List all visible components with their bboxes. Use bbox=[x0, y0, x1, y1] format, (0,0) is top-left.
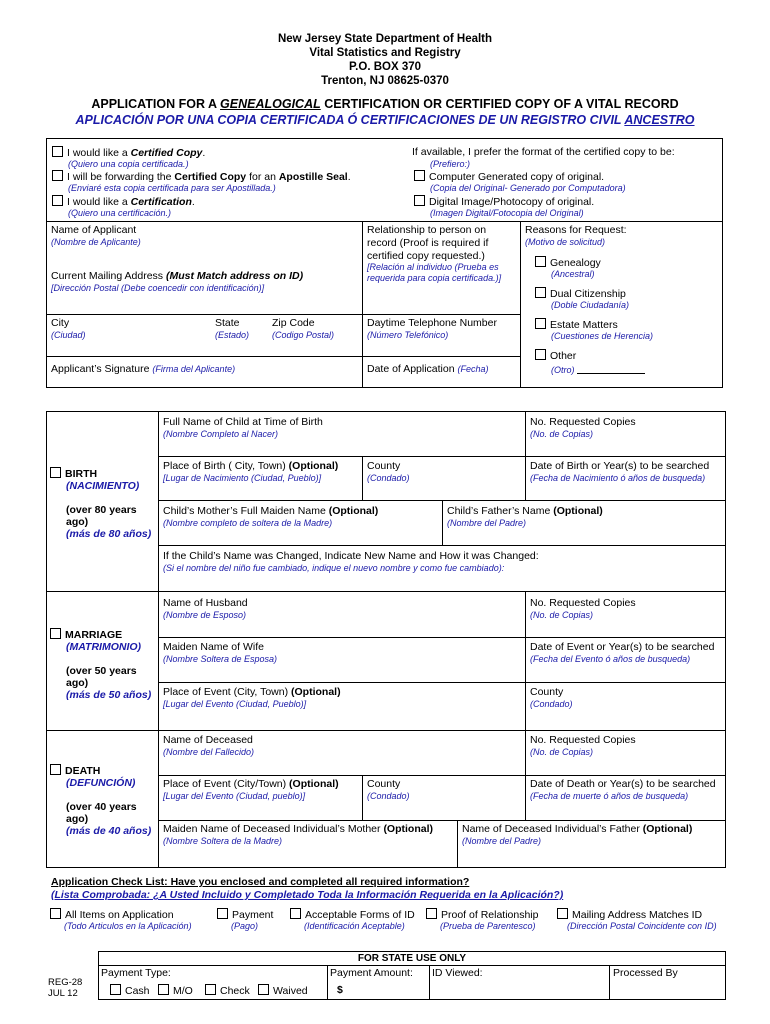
date-label bbox=[367, 363, 489, 375]
death-county-field[interactable] bbox=[364, 803, 523, 819]
check-item-4: Mailing Address Matches ID bbox=[572, 909, 703, 921]
father-name-label bbox=[447, 505, 603, 517]
death-father-field[interactable] bbox=[459, 848, 723, 866]
name-changed-label: If the Child’s Name was Changed, Indicate New Name and How it was Changed: bbox=[163, 550, 539, 562]
marriage-age2: ago) bbox=[66, 677, 89, 689]
death-place-label bbox=[163, 778, 339, 790]
birth-father-es: (Nombre del Padre) bbox=[447, 518, 527, 528]
birth-mother-bold: (Optional) bbox=[328, 505, 379, 517]
computer-copy-checkbox[interactable] bbox=[414, 170, 425, 181]
birth-place-field[interactable] bbox=[160, 485, 360, 499]
dual-citizenship-checkbox[interactable] bbox=[535, 287, 546, 298]
option-certification[interactable] bbox=[52, 195, 195, 208]
birth-label-es: (NACIMIENTO) bbox=[66, 480, 140, 492]
check-item-2-es: (Identificación Aceptable) bbox=[304, 921, 405, 931]
child-name-es: (Nombre Completo al Nacer) bbox=[163, 429, 279, 439]
death-mother-label bbox=[163, 823, 433, 835]
marriage-date-label: Date of Event or Year(s) to be searched bbox=[530, 641, 715, 653]
birth-place-label bbox=[163, 460, 338, 472]
death-date-es: (Fecha de muerte ó años de busqueda) bbox=[530, 791, 689, 801]
marriage-place-es: [Lugar del Evento (Ciudad, Pueblo)] bbox=[163, 699, 307, 709]
form-id: REG-28 bbox=[48, 977, 83, 988]
cash-checkbox[interactable] bbox=[110, 984, 121, 995]
death-mother-pre: Maiden Name of Deceased Individual’s Mother bbox=[163, 823, 384, 835]
birth-mother-pre: Child’s Mother’s Full Maiden Name bbox=[163, 505, 329, 517]
title-es-pre: APLICACIÓN POR UNA COPIA CERTIFICADA Ó CERTIFICACIONES DE UN REGISTRO CIVIL bbox=[75, 113, 625, 127]
marriage-place-bold: (Optional) bbox=[291, 686, 341, 698]
check-item-0: All Items on Application bbox=[65, 909, 174, 921]
genealogy-label: Genealogy bbox=[550, 257, 601, 269]
check-item-1: Payment bbox=[232, 909, 274, 921]
check-item-3-es: (Prueba de Parentesco) bbox=[440, 921, 536, 931]
title-emph: GENEALOGICAL bbox=[220, 97, 321, 111]
opt1-pre: I would like a bbox=[67, 147, 131, 159]
applicant-name-field[interactable] bbox=[48, 249, 360, 267]
death-copies-label: No. Requested Copies bbox=[530, 734, 636, 746]
check-item-0-es: (Todo Articulos en la Aplicación) bbox=[64, 921, 192, 931]
pay-waived[interactable] bbox=[258, 984, 308, 997]
signature-field[interactable] bbox=[48, 376, 360, 387]
birth-father-field[interactable] bbox=[444, 530, 723, 544]
format-prompt-es: (Prefiero:) bbox=[430, 159, 471, 169]
marriage-age-es: (más de 50 años) bbox=[66, 689, 152, 701]
checklist-item-relationship[interactable] bbox=[426, 908, 538, 931]
other-es: (Otro) bbox=[551, 365, 575, 375]
birth-mother-es: (Nombre completo de soltera de la Madre) bbox=[163, 518, 333, 528]
city-state-zip-field[interactable] bbox=[48, 342, 360, 355]
city-label: City bbox=[51, 317, 70, 329]
format-prompt: If available, I prefer the format of the certified copy to be: bbox=[412, 146, 675, 158]
marriage-copies-es: (No. de Copias) bbox=[530, 610, 594, 620]
birth-date-es: (Fecha de Nacimiento ó años de busqueda) bbox=[530, 473, 706, 483]
death-date-field[interactable] bbox=[527, 803, 723, 819]
relationship-label: Relationship to person on record (Proof is required if certified copy requested.) bbox=[367, 224, 489, 262]
signature-text: Applicant’s Signature bbox=[51, 363, 153, 375]
marriage-checkbox[interactable] bbox=[50, 628, 61, 639]
date-text: Date of Application bbox=[367, 363, 458, 375]
id-viewed-label: ID Viewed: bbox=[432, 967, 483, 979]
reason-dual[interactable] bbox=[535, 287, 626, 300]
marriage-place-pre: Place of Event (City, Town) bbox=[163, 686, 291, 698]
birth-mother-field[interactable] bbox=[160, 530, 440, 544]
birth-type[interactable] bbox=[50, 467, 151, 540]
husband-label: Name of Husband bbox=[163, 597, 248, 609]
address-bold: (Must Match address on ID) bbox=[165, 270, 304, 282]
check-label: Check bbox=[220, 985, 250, 997]
death-place-bold: (Optional) bbox=[289, 778, 339, 790]
death-place-field[interactable] bbox=[160, 803, 360, 819]
phone-es: (Número Telefónico) bbox=[367, 330, 449, 340]
opt2-bold2: Apostille Seal bbox=[278, 171, 348, 183]
death-county-es: (Condado) bbox=[367, 791, 410, 801]
form-date: JUL 12 bbox=[48, 988, 78, 999]
check-item-2: Acceptable Forms of ID bbox=[305, 909, 415, 921]
check-item-3: Proof of Relationship bbox=[441, 909, 539, 921]
estate-checkbox[interactable] bbox=[535, 318, 546, 329]
checklist-item-all-items[interactable] bbox=[50, 908, 192, 931]
marriage-place-label bbox=[163, 686, 341, 698]
opt3-bold: Certification bbox=[130, 196, 192, 208]
address-label bbox=[51, 270, 303, 282]
signature-es: (Firma del Aplicante) bbox=[152, 364, 236, 374]
death-father-label bbox=[462, 823, 692, 835]
phone-field[interactable] bbox=[364, 342, 518, 355]
agency-header bbox=[0, 32, 770, 88]
marriage-place-field[interactable] bbox=[160, 711, 523, 729]
death-copies-es: (No. de Copias) bbox=[530, 747, 594, 757]
id-forms-checkbox[interactable] bbox=[290, 908, 301, 919]
option-apostille[interactable] bbox=[52, 170, 351, 183]
marriage-county-es: (Condado) bbox=[530, 699, 573, 709]
opt3-es: (Quiero una certificación.) bbox=[68, 208, 172, 218]
applicant-name-es: (Nombre de Aplicante) bbox=[51, 237, 141, 247]
death-checkbox[interactable] bbox=[50, 764, 61, 775]
deceased-label: Name of Deceased bbox=[163, 734, 253, 746]
certified-copy-checkbox[interactable] bbox=[52, 146, 63, 157]
zip-label: Zip Code bbox=[272, 317, 315, 329]
marriage-copies-label: No. Requested Copies bbox=[530, 597, 636, 609]
birth-date-field[interactable] bbox=[527, 485, 723, 499]
birth-label: BIRTH bbox=[65, 468, 98, 480]
birth-place-bold: (Optional) bbox=[288, 460, 339, 472]
death-mother-es: (Nombre Soltera de la Madre) bbox=[163, 836, 283, 846]
pay-mo[interactable] bbox=[158, 984, 193, 997]
birth-father-bold: (Optional) bbox=[553, 505, 603, 517]
death-age2: ago) bbox=[66, 813, 89, 825]
other-blank[interactable] bbox=[577, 364, 645, 374]
birth-place-pre: Place of Birth ( City, Town) bbox=[163, 460, 289, 472]
digital-label: Digital Image/Photocopy of original. bbox=[429, 196, 595, 208]
opt1-post: . bbox=[202, 147, 206, 159]
reasons-label: Reasons for Request: bbox=[525, 224, 627, 236]
name-changed-es: (Si el nombre del niño fue cambiado, indique el nuevo nombre y como fue cambiado): bbox=[163, 563, 505, 573]
death-date-label: Date of Death or Year(s) to be searched bbox=[530, 778, 716, 790]
agency-name: New Jersey State Department of Health bbox=[277, 33, 493, 45]
marriage-county-label: County bbox=[530, 686, 564, 698]
death-mother-field[interactable] bbox=[160, 848, 455, 866]
waived-checkbox[interactable] bbox=[258, 984, 269, 995]
form-title bbox=[0, 97, 770, 111]
opt1-bold: Certified Copy bbox=[130, 147, 203, 159]
marriage-label-es: (MATRIMONIO) bbox=[66, 641, 142, 653]
marriage-age1: (over 50 years bbox=[66, 665, 137, 677]
death-type[interactable] bbox=[50, 764, 151, 837]
state-es: (Estado) bbox=[215, 330, 250, 340]
genealogy-checkbox[interactable] bbox=[535, 256, 546, 267]
processed-by-field[interactable] bbox=[611, 980, 724, 998]
mo-label: M/O bbox=[173, 985, 193, 997]
check-item-1-es: (Pago) bbox=[231, 921, 259, 931]
payment-checkbox[interactable] bbox=[217, 908, 228, 919]
dual-label: Dual Citizenship bbox=[550, 288, 626, 300]
opt2-mid: for an bbox=[246, 171, 279, 183]
marriage-copies-field[interactable] bbox=[527, 622, 723, 636]
format-digital[interactable] bbox=[414, 195, 594, 208]
birth-checkbox[interactable] bbox=[50, 467, 61, 478]
birth-father-pre: Child’s Father’s Name bbox=[447, 505, 554, 517]
cash-label: Cash bbox=[125, 985, 150, 997]
title-es-emph: ANCESTRO bbox=[624, 113, 695, 127]
marriage-date-field[interactable] bbox=[527, 666, 723, 681]
date-field[interactable] bbox=[364, 376, 518, 387]
other-es-row bbox=[551, 364, 645, 375]
relationship-field[interactable] bbox=[364, 296, 518, 312]
certification-checkbox[interactable] bbox=[52, 195, 63, 206]
estate-es: (Cuestiones de Herencia) bbox=[551, 331, 654, 341]
death-label-es: (DEFUNCIÓN) bbox=[66, 777, 136, 789]
opt2-es: (Enviaré esta copia certificada para ser Apostillada.) bbox=[68, 183, 276, 193]
checklist-item-payment[interactable] bbox=[217, 908, 273, 931]
opt2-post: . bbox=[347, 171, 351, 183]
address-field[interactable] bbox=[48, 295, 360, 313]
address-match-checkbox[interactable] bbox=[557, 908, 568, 919]
marriage-type[interactable] bbox=[50, 628, 151, 701]
check-item-4-es: (Dirección Postal Coincidente con ID) bbox=[567, 921, 717, 931]
wife-field[interactable] bbox=[160, 666, 523, 681]
option-certified-copy[interactable] bbox=[52, 146, 205, 159]
husband-es: (Nombre de Esposo) bbox=[163, 610, 247, 620]
processed-by-label: Processed By bbox=[613, 967, 678, 979]
title-post: CERTIFICATION OR CERTIFIED COPY OF A VITAL RECORD bbox=[320, 97, 679, 111]
opt3-post: . bbox=[191, 196, 195, 208]
payment-amount-label: Payment Amount: bbox=[330, 967, 413, 979]
birth-age-es: (más de 80 años) bbox=[66, 528, 152, 540]
agency-division: Vital Statistics and Registry bbox=[309, 47, 461, 59]
reason-estate[interactable] bbox=[535, 318, 618, 331]
city-es: (Ciudad) bbox=[51, 330, 86, 340]
apostille-checkbox[interactable] bbox=[52, 170, 63, 181]
death-father-pre: Name of Deceased Individual’s Father bbox=[462, 823, 643, 835]
phone-label: Daytime Telephone Number bbox=[367, 317, 497, 329]
checklist-item-address[interactable] bbox=[557, 908, 717, 931]
birth-copies-field[interactable] bbox=[527, 441, 723, 455]
state-label: State bbox=[215, 317, 240, 329]
birth-date-label: Date of Birth or Year(s) to be searched bbox=[530, 460, 710, 472]
death-age1: (over 40 years bbox=[66, 801, 137, 813]
death-label: DEATH bbox=[65, 765, 101, 777]
wife-es: (Nombre Soltera de Esposa) bbox=[163, 654, 278, 664]
relationship-es: [Relación al individuo (Prueba es requerida para copia certificada.)] bbox=[367, 262, 502, 283]
waived-label: Waived bbox=[273, 985, 308, 997]
birth-age1: (over 80 years bbox=[66, 504, 137, 516]
genealogy-es: (Ancestral) bbox=[551, 269, 595, 279]
other-label: Other bbox=[550, 350, 577, 362]
death-place-pre: Place of Event (City/Town) bbox=[163, 778, 290, 790]
death-copies-field[interactable] bbox=[527, 759, 723, 774]
birth-age2: ago) bbox=[66, 516, 89, 528]
birth-county-label: County bbox=[367, 460, 401, 472]
date-es: (Fecha) bbox=[457, 364, 489, 374]
opt2-pre: I will be forwarding the bbox=[67, 171, 175, 183]
death-father-es: (Nombre del Padre) bbox=[462, 836, 542, 846]
format-computer[interactable] bbox=[414, 170, 604, 183]
payment-amount-field[interactable] bbox=[346, 982, 426, 998]
address-pre: Current Mailing Address bbox=[51, 270, 166, 282]
id-viewed-field[interactable] bbox=[431, 980, 607, 998]
pay-cash[interactable] bbox=[110, 984, 150, 997]
address-es: [Dirección Postal (Debe coencedir con identificación)] bbox=[51, 283, 265, 293]
birth-place-es: [Lugar de Nacimiento (Ciudad, Pueblo)] bbox=[163, 473, 322, 483]
deceased-field[interactable] bbox=[160, 759, 523, 774]
death-age-es: (más de 40 años) bbox=[66, 825, 152, 837]
checklist-item-id[interactable] bbox=[290, 908, 415, 931]
child-name-field[interactable] bbox=[160, 441, 523, 455]
birth-copies-label: No. Requested Copies bbox=[530, 416, 636, 428]
mother-maiden-label bbox=[163, 505, 378, 517]
deceased-es: (Nombre del Fallecido) bbox=[163, 747, 255, 757]
relationship-proof-checkbox[interactable] bbox=[426, 908, 437, 919]
payment-type-label: Payment Type: bbox=[101, 967, 171, 979]
digital-copy-checkbox[interactable] bbox=[414, 195, 425, 206]
all-items-checkbox[interactable] bbox=[50, 908, 61, 919]
reasons-es: (Motivo de solicitud) bbox=[525, 237, 606, 247]
opt2-bold1: Certified Copy bbox=[174, 171, 247, 183]
name-changed-field[interactable] bbox=[160, 575, 723, 590]
estate-label: Estate Matters bbox=[550, 319, 618, 331]
title-pre: APPLICATION FOR A bbox=[91, 97, 221, 111]
reason-other[interactable] bbox=[535, 349, 576, 362]
agency-pobox: P.O. BOX 370 bbox=[348, 61, 422, 73]
birth-county-es: (Condado) bbox=[367, 473, 410, 483]
checklist-title-es: (Lista Comprobada: ¿A Usted Incluido y Completado Toda la Información Requerida en la Aplicación?) bbox=[51, 889, 564, 901]
form-title-es bbox=[0, 113, 770, 127]
child-name-label: Full Name of Child at Time of Birth bbox=[163, 416, 323, 428]
death-place-es: [Lugar del Evento (Ciudad, pueblo)] bbox=[163, 791, 306, 801]
wife-label: Maiden Name of Wife bbox=[163, 641, 264, 653]
state-use-title: FOR STATE USE ONLY bbox=[357, 953, 467, 964]
other-checkbox[interactable] bbox=[535, 349, 546, 360]
zip-es: (Codigo Postal) bbox=[272, 330, 335, 340]
husband-field[interactable] bbox=[160, 622, 523, 636]
death-county-label: County bbox=[367, 778, 401, 790]
marriage-date-es: (Fecha del Evento ó años de busqueda) bbox=[530, 654, 691, 664]
mo-checkbox[interactable] bbox=[158, 984, 169, 995]
death-mother-bold: (Optional) bbox=[383, 823, 434, 835]
digital-es: (Imagen Digital/Fotocopia del Original) bbox=[430, 208, 584, 218]
dual-es: (Doble Ciudadanía) bbox=[551, 300, 630, 310]
check-checkbox[interactable] bbox=[205, 984, 216, 995]
opt1-es: (Quiero una copia certificada.) bbox=[68, 159, 189, 169]
dollar-sign: $ bbox=[337, 984, 343, 996]
applicant-name-label: Name of Applicant bbox=[51, 224, 137, 236]
death-father-bold: (Optional) bbox=[642, 823, 693, 835]
computer-label: Computer Generated copy of original. bbox=[429, 171, 605, 183]
birth-copies-es: (No. de Copias) bbox=[530, 429, 594, 439]
agency-city: Trenton, NJ 08625-0370 bbox=[321, 75, 449, 87]
checklist-title: Application Check List: Have you enclosed and completed all required information? bbox=[51, 876, 470, 888]
marriage-label: MARRIAGE bbox=[65, 629, 123, 641]
marriage-county-field[interactable] bbox=[527, 711, 723, 729]
opt3-pre: I would like a bbox=[67, 196, 131, 208]
reason-genealogy[interactable] bbox=[535, 256, 601, 269]
computer-es: (Copia del Original- Generado por Computadora) bbox=[430, 183, 626, 193]
signature-label bbox=[51, 363, 235, 375]
birth-county-field[interactable] bbox=[364, 485, 523, 499]
pay-check[interactable] bbox=[205, 984, 250, 997]
